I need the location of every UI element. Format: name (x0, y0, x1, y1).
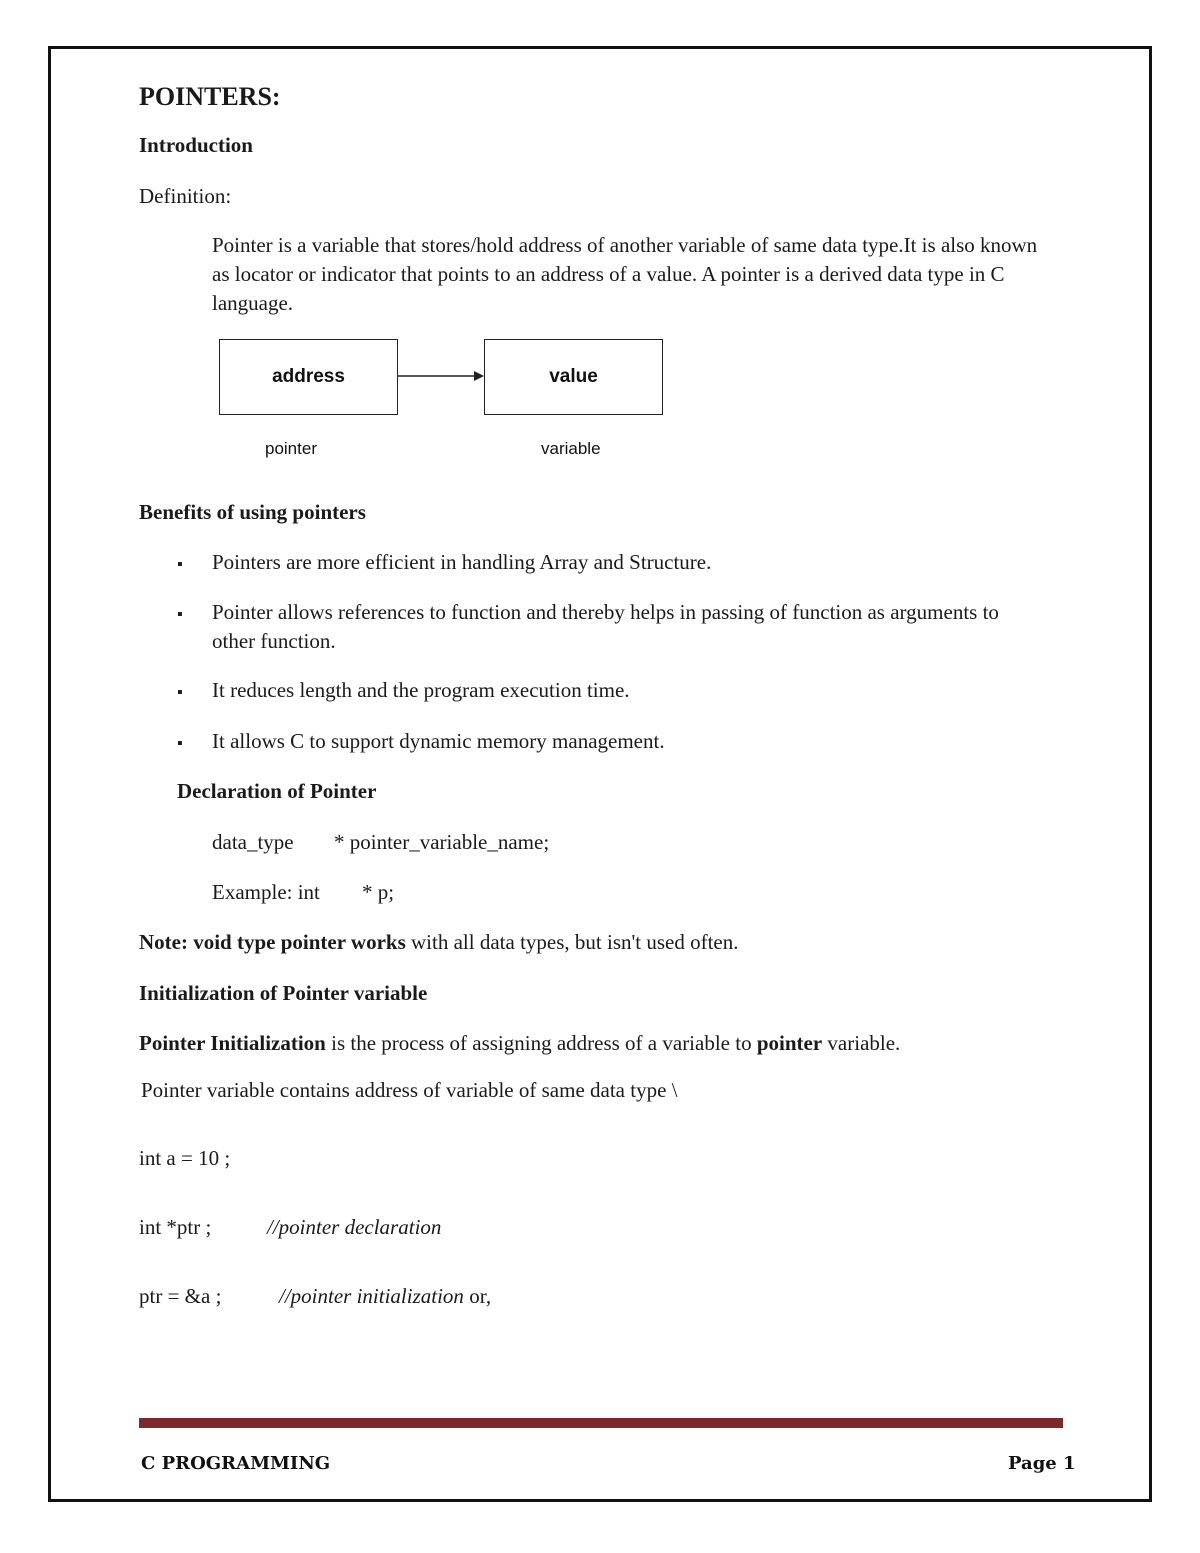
declaration-heading: Declaration of Pointer (177, 779, 377, 803)
benefits-heading: Benefits of using pointers (139, 500, 366, 524)
initialization-line2: Pointer variable contains address of variable of same data type \ (141, 1078, 678, 1102)
bullet-marker: ▪ (177, 556, 183, 573)
code-line-1: int a = 10 ; (139, 1146, 231, 1170)
definition-text: Pointer is a variable that stores/hold address of another variable of same data type.It is also known as locator or indicator that points to an address of a value. A pointer is a derived data type in C language. (212, 233, 1038, 315)
code-line-2: int *ptr ; (139, 1215, 212, 1239)
declaration-example-type: Example: int (212, 880, 320, 904)
note-rest: with all data types, but isn't used often. (405, 930, 739, 954)
diagram-pointer-label: pointer (265, 439, 317, 458)
bullet-marker: ▪ (177, 606, 183, 623)
init-term: Pointer Initialization (139, 1031, 326, 1055)
diagram-arrow (398, 366, 486, 386)
footer-title: C PROGRAMMING (141, 1453, 331, 1474)
code-line-3-comment: //pointer initialization (279, 1284, 464, 1308)
benefit-item-3: It reduces length and the program execution time. (212, 678, 630, 702)
initialization-line1 (139, 1031, 900, 1056)
initialization-heading: Initialization of Pointer variable (139, 981, 428, 1005)
footer-rule (139, 1418, 1063, 1428)
definition-label: Definition: (139, 184, 232, 208)
diagram-variable-label: variable (541, 439, 601, 458)
page-title: POINTERS: (139, 82, 281, 111)
note-line (139, 930, 739, 955)
init-pointer-word: pointer (756, 1031, 823, 1055)
init-end: variable. (822, 1031, 901, 1055)
code-line-3: ptr = &a ; (139, 1284, 222, 1308)
note-bold: Note: void type pointer works (139, 930, 406, 954)
diagram-value-box: value (484, 339, 663, 415)
code-line-3-tail (279, 1284, 491, 1309)
diagram-address-box: address (219, 339, 398, 415)
declaration-syntax-name: * pointer_variable_name; (334, 830, 550, 854)
benefit-item-4: It allows C to support dynamic memory management. (212, 729, 665, 753)
benefit-item-2: Pointer allows references to function and thereby helps in passing of function as arguments to other function. (212, 600, 999, 653)
code-line-3-end: or, (463, 1284, 492, 1308)
code-line-2-comment: //pointer declaration (267, 1215, 442, 1239)
bullet-marker: ▪ (177, 684, 183, 701)
declaration-syntax-type: data_type (212, 830, 294, 854)
declaration-example-name: * p; (362, 880, 395, 904)
page-number: Page 1 (1008, 1453, 1076, 1474)
benefit-item-1: Pointers are more efficient in handling Array and Structure. (212, 550, 712, 574)
intro-heading: Introduction (139, 133, 253, 157)
bullet-marker: ▪ (177, 735, 183, 752)
init-mid: is the process of assigning address of a variable to (325, 1031, 757, 1055)
